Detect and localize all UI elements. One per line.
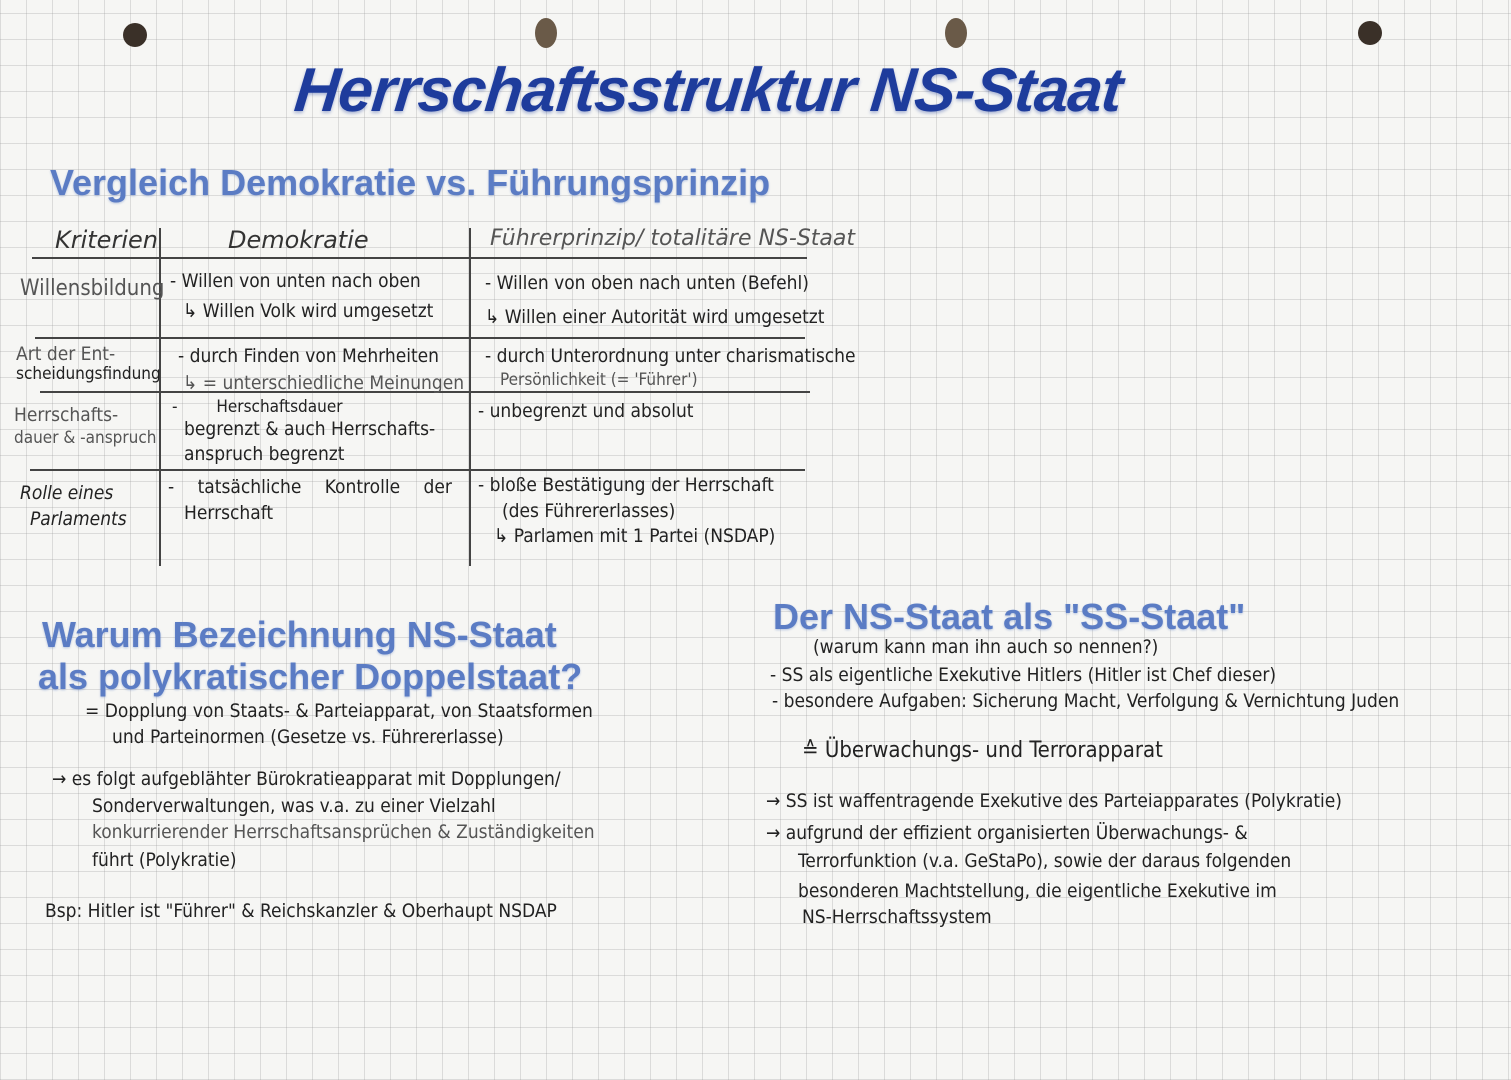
table-cell: Art der Ent- <box>16 343 116 365</box>
table-cell: (des Führererlasses) <box>502 500 676 522</box>
table-cell: - Willen von oben nach unten (Befehl) <box>485 272 809 294</box>
table-cell: scheidungsfindung <box>16 364 161 384</box>
text-line: Terrorfunktion (v.a. GeStaPo), sowie der daraus folgenden <box>798 850 1292 872</box>
column-header: Demokratie <box>228 226 369 254</box>
column-header: Kriterien <box>55 226 158 254</box>
comparison-heading: Vergleich Demokratie vs. Führungsprinzip <box>50 162 771 203</box>
text-line: führt (Polykratie) <box>92 849 237 871</box>
section-heading: als polykratischer Doppelstaat? <box>38 656 583 697</box>
page-title: Herrschaftsstruktur NS-Staat <box>291 56 1126 125</box>
table-cell: anspruch begrenzt <box>184 443 345 465</box>
table-cell: begrenzt & auch Herrschafts- <box>184 418 436 440</box>
table-cell: ↳ = unterschiedliche Meinungen <box>183 372 465 394</box>
table-cell: - tatsächliche Kontrolle der <box>168 476 452 498</box>
table-cell: - Willen von unten nach oben <box>170 270 421 292</box>
table-cell: Herrschafts- <box>14 404 119 426</box>
table-cell: ↳ Parlamen mit 1 Partei (NSDAP) <box>494 525 776 547</box>
punch-hole <box>535 18 557 48</box>
table-cell: - Herschaftsdauer <box>172 397 343 417</box>
text-line: → es folgt aufgeblähter Bürokratieapparat mit Dopplungen/ <box>52 768 561 790</box>
table-cell: Persönlichkeit (= 'Führer') <box>500 370 698 390</box>
table-cell: - bloße Bestätigung der Herrschaft <box>478 474 774 496</box>
table-divider <box>469 228 471 566</box>
text-line: (warum kann man ihn auch so nennen?) <box>813 636 1159 658</box>
table-divider <box>32 257 807 259</box>
punch-hole <box>1358 21 1382 45</box>
table-cell: Parlaments <box>30 508 127 530</box>
table-divider <box>35 337 805 339</box>
text-line: und Parteinormen (Gesetze vs. Führererlasse) <box>112 726 504 748</box>
table-cell: ↳ Willen einer Autorität wird umgesetzt <box>485 306 825 328</box>
text-line: - SS als eigentliche Exekutive Hitlers (Hitler ist Chef dieser) <box>770 664 1277 686</box>
table-cell: ↳ Willen Volk wird umgesetzt <box>183 300 434 322</box>
text-line: - besondere Aufgaben: Sicherung Macht, Verfolgung & Vernichtung Juden <box>772 690 1400 712</box>
text-line: → SS ist waffentragende Exekutive des Parteiapparates (Polykratie) <box>766 790 1342 812</box>
example-line: Bsp: Hitler ist "Führer" & Reichskanzler & Oberhaupt NSDAP <box>45 900 557 922</box>
text-line: → aufgrund der effizient organisierten Überwachungs- & <box>766 822 1248 844</box>
table-cell: - durch Finden von Mehrheiten <box>178 345 440 367</box>
table-cell: Rolle eines <box>20 482 114 504</box>
section-heading: Der NS-Staat als "SS-Staat" <box>773 596 1246 637</box>
table-cell: - durch Unterordnung unter charismatische <box>485 345 856 367</box>
text-line: = Dopplung von Staats- & Parteiapparat, von Staatsformen <box>85 700 593 722</box>
table-cell: Herrschaft <box>184 502 274 524</box>
text-line: ≙ Überwachungs- und Terrorapparat <box>802 738 1163 763</box>
punch-hole <box>945 18 967 48</box>
table-cell: - unbegrenzt und absolut <box>478 400 694 422</box>
table-cell: Willensbildung <box>20 276 165 301</box>
text-line: NS-Herrschaftssystem <box>802 906 992 928</box>
table-divider <box>30 469 805 471</box>
punch-hole <box>123 23 147 47</box>
text-line: Sonderverwaltungen, was v.a. zu einer Vielzahl <box>92 795 496 817</box>
column-header: Führerprinzip/ totalitäre NS-Staat <box>490 226 856 251</box>
text-line: besonderen Machtstellung, die eigentliche Exekutive im <box>798 880 1277 902</box>
section-heading: Warum Bezeichnung NS-Staat <box>42 614 557 655</box>
text-line: konkurrierender Herrschaftsansprüchen & Zuständigkeiten <box>92 821 595 843</box>
table-cell: dauer & -anspruch <box>14 428 157 448</box>
